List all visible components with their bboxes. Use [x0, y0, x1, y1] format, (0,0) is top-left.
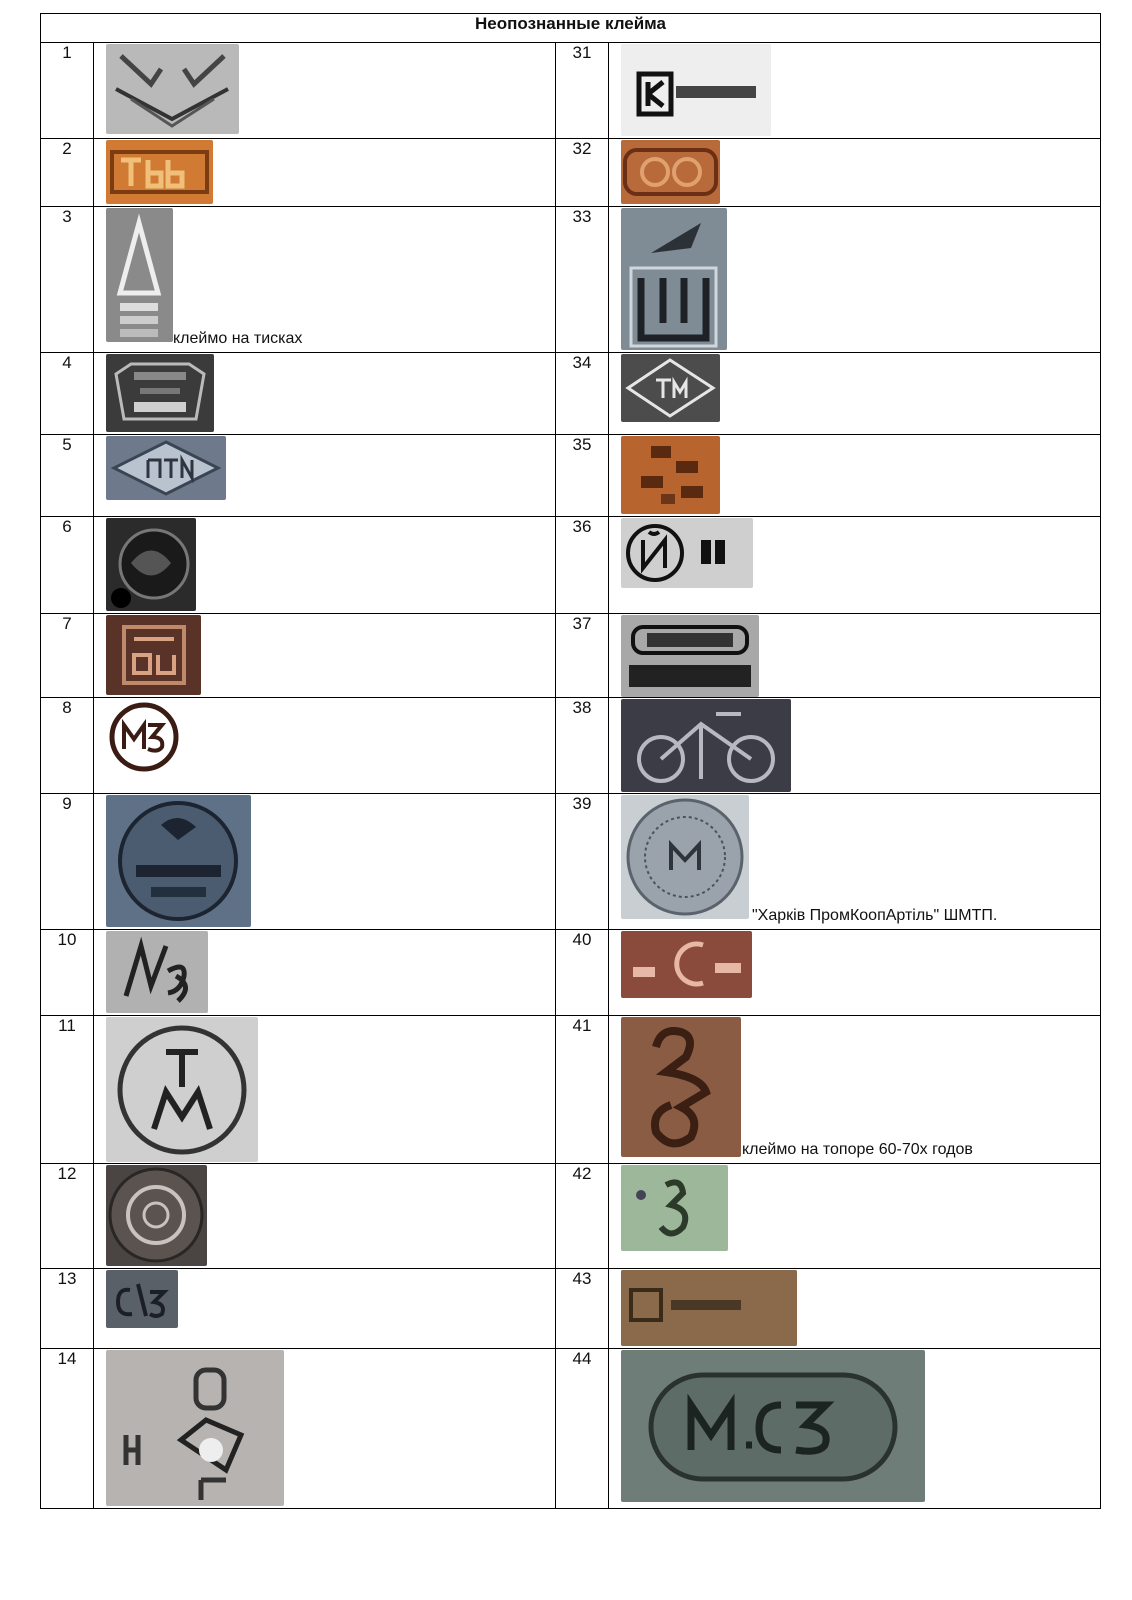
- row-number: 6: [41, 517, 94, 614]
- diamond-pti-mark-icon: [106, 436, 226, 500]
- diamond-tm-mark-icon: [621, 354, 720, 422]
- row-number: 10: [41, 930, 94, 1016]
- row-number: 8: [41, 698, 94, 794]
- table-row: [41, 517, 1101, 614]
- row-number: 33: [556, 207, 609, 353]
- image-cell: [94, 139, 556, 207]
- image-cell: [94, 794, 556, 930]
- c-ring-mark-icon: [621, 931, 752, 998]
- image-cell: [609, 207, 1101, 353]
- image-cell: [94, 353, 556, 435]
- row-number: 2: [41, 139, 94, 207]
- image-cell: [609, 139, 1101, 207]
- stamp-note: "Харків ПромКоопАртіль" ШМТП.: [752, 907, 998, 924]
- row-number: 41: [556, 1016, 609, 1164]
- rusty-plate-pair-mark-icon: [621, 1270, 797, 1346]
- wings-v-mark-icon: [106, 44, 239, 134]
- circle-i-58-mark-icon: [621, 518, 753, 588]
- row-number: 38: [556, 698, 609, 794]
- image-cell: [609, 698, 1101, 794]
- table-row: [41, 930, 1101, 1016]
- triangle-stack-mark-icon: [106, 208, 173, 342]
- table-row: [41, 139, 1101, 207]
- bicycle-mark-icon: [621, 699, 791, 792]
- row-number: 43: [556, 1269, 609, 1349]
- table-row: [41, 207, 1101, 353]
- row-number: 44: [556, 1349, 609, 1509]
- image-cell: [609, 1349, 1101, 1509]
- coin-kharkiv-mark-icon: [621, 795, 749, 919]
- row-number: 12: [41, 1164, 94, 1269]
- table-row: [41, 1269, 1101, 1349]
- image-cell: [609, 794, 1101, 930]
- circle-mz-mark-icon: [106, 699, 182, 775]
- tvv-letters-mark-icon: [106, 140, 213, 204]
- table-row: [41, 1164, 1101, 1269]
- image-cell: [609, 435, 1101, 517]
- title-row: [41, 14, 1101, 43]
- circle-tm-mark-icon: [106, 1017, 258, 1162]
- row-number: 35: [556, 435, 609, 517]
- row-number: 4: [41, 353, 94, 435]
- table-title: Неопознанные клейма: [41, 14, 1101, 43]
- image-cell: [94, 1164, 556, 1269]
- row-number: 14: [41, 1349, 94, 1509]
- image-cell: [94, 517, 556, 614]
- row-number: 3: [41, 207, 94, 353]
- row-number: 13: [41, 1269, 94, 1349]
- image-cell: [94, 43, 556, 139]
- image-cell: [609, 517, 1101, 614]
- brick-pattern-mark-icon: [621, 436, 720, 514]
- script-mz-mark-icon: [106, 931, 208, 1013]
- image-cell: [94, 698, 556, 794]
- image-cell: [94, 1269, 556, 1349]
- khmzk-50mm-1962-mark-icon: [621, 615, 759, 697]
- image-cell: [609, 353, 1101, 435]
- row-number: 40: [556, 930, 609, 1016]
- image-cell: [609, 1164, 1101, 1269]
- table-row: [41, 1016, 1101, 1164]
- square-letters-mark-icon: [106, 615, 201, 695]
- row-number: 42: [556, 1164, 609, 1269]
- green-metal-mark-icon: [621, 1165, 728, 1251]
- bird-on-sh-mark-icon: [621, 208, 727, 350]
- letters-cz-mark-icon: [106, 1270, 178, 1328]
- circle-date-1976-mark-icon: [106, 795, 251, 927]
- double-circle-mark-icon: [621, 140, 720, 204]
- image-cell: [94, 1349, 556, 1509]
- kmzr-100mm-mark-icon: [106, 354, 214, 432]
- round-concentric-mark-icon: [106, 1165, 207, 1266]
- stamp-note: клеймо на топоре 60-70х годов: [742, 1141, 973, 1158]
- kverg-text-mark-icon: [621, 44, 771, 136]
- row-number: 11: [41, 1016, 94, 1164]
- row-number: 31: [556, 43, 609, 139]
- row-number: 9: [41, 794, 94, 930]
- row-number: 1: [41, 43, 94, 139]
- axe-figure-mark-icon: [621, 1017, 741, 1157]
- image-cell: [609, 1269, 1101, 1349]
- row-number: 34: [556, 353, 609, 435]
- dark-circle-mark-icon: [106, 518, 196, 611]
- row-number: 32: [556, 139, 609, 207]
- table-row: [41, 794, 1101, 930]
- oval-msz-mark-icon: [621, 1350, 925, 1502]
- row-number: 39: [556, 794, 609, 930]
- row-number: 5: [41, 435, 94, 517]
- row-number: 36: [556, 517, 609, 614]
- row-number: 37: [556, 614, 609, 698]
- image-cell: [609, 1016, 1101, 1164]
- table-row: [41, 435, 1101, 517]
- table-row: [41, 43, 1101, 139]
- image-cell: [609, 43, 1101, 139]
- table-row: [41, 1349, 1101, 1509]
- image-cell: [94, 435, 556, 517]
- table-row: [41, 698, 1101, 794]
- silver-letters-mark-icon: [106, 1350, 284, 1506]
- table-row: [41, 353, 1101, 435]
- stamps-table: [40, 13, 1101, 1509]
- image-cell: [94, 614, 556, 698]
- image-cell: [94, 1016, 556, 1164]
- row-number: 7: [41, 614, 94, 698]
- image-cell: [94, 207, 556, 353]
- image-cell: [609, 930, 1101, 1016]
- image-cell: [94, 930, 556, 1016]
- stamp-note: клеймо на тисках: [173, 330, 303, 347]
- table-row: [41, 614, 1101, 698]
- image-cell: [609, 614, 1101, 698]
